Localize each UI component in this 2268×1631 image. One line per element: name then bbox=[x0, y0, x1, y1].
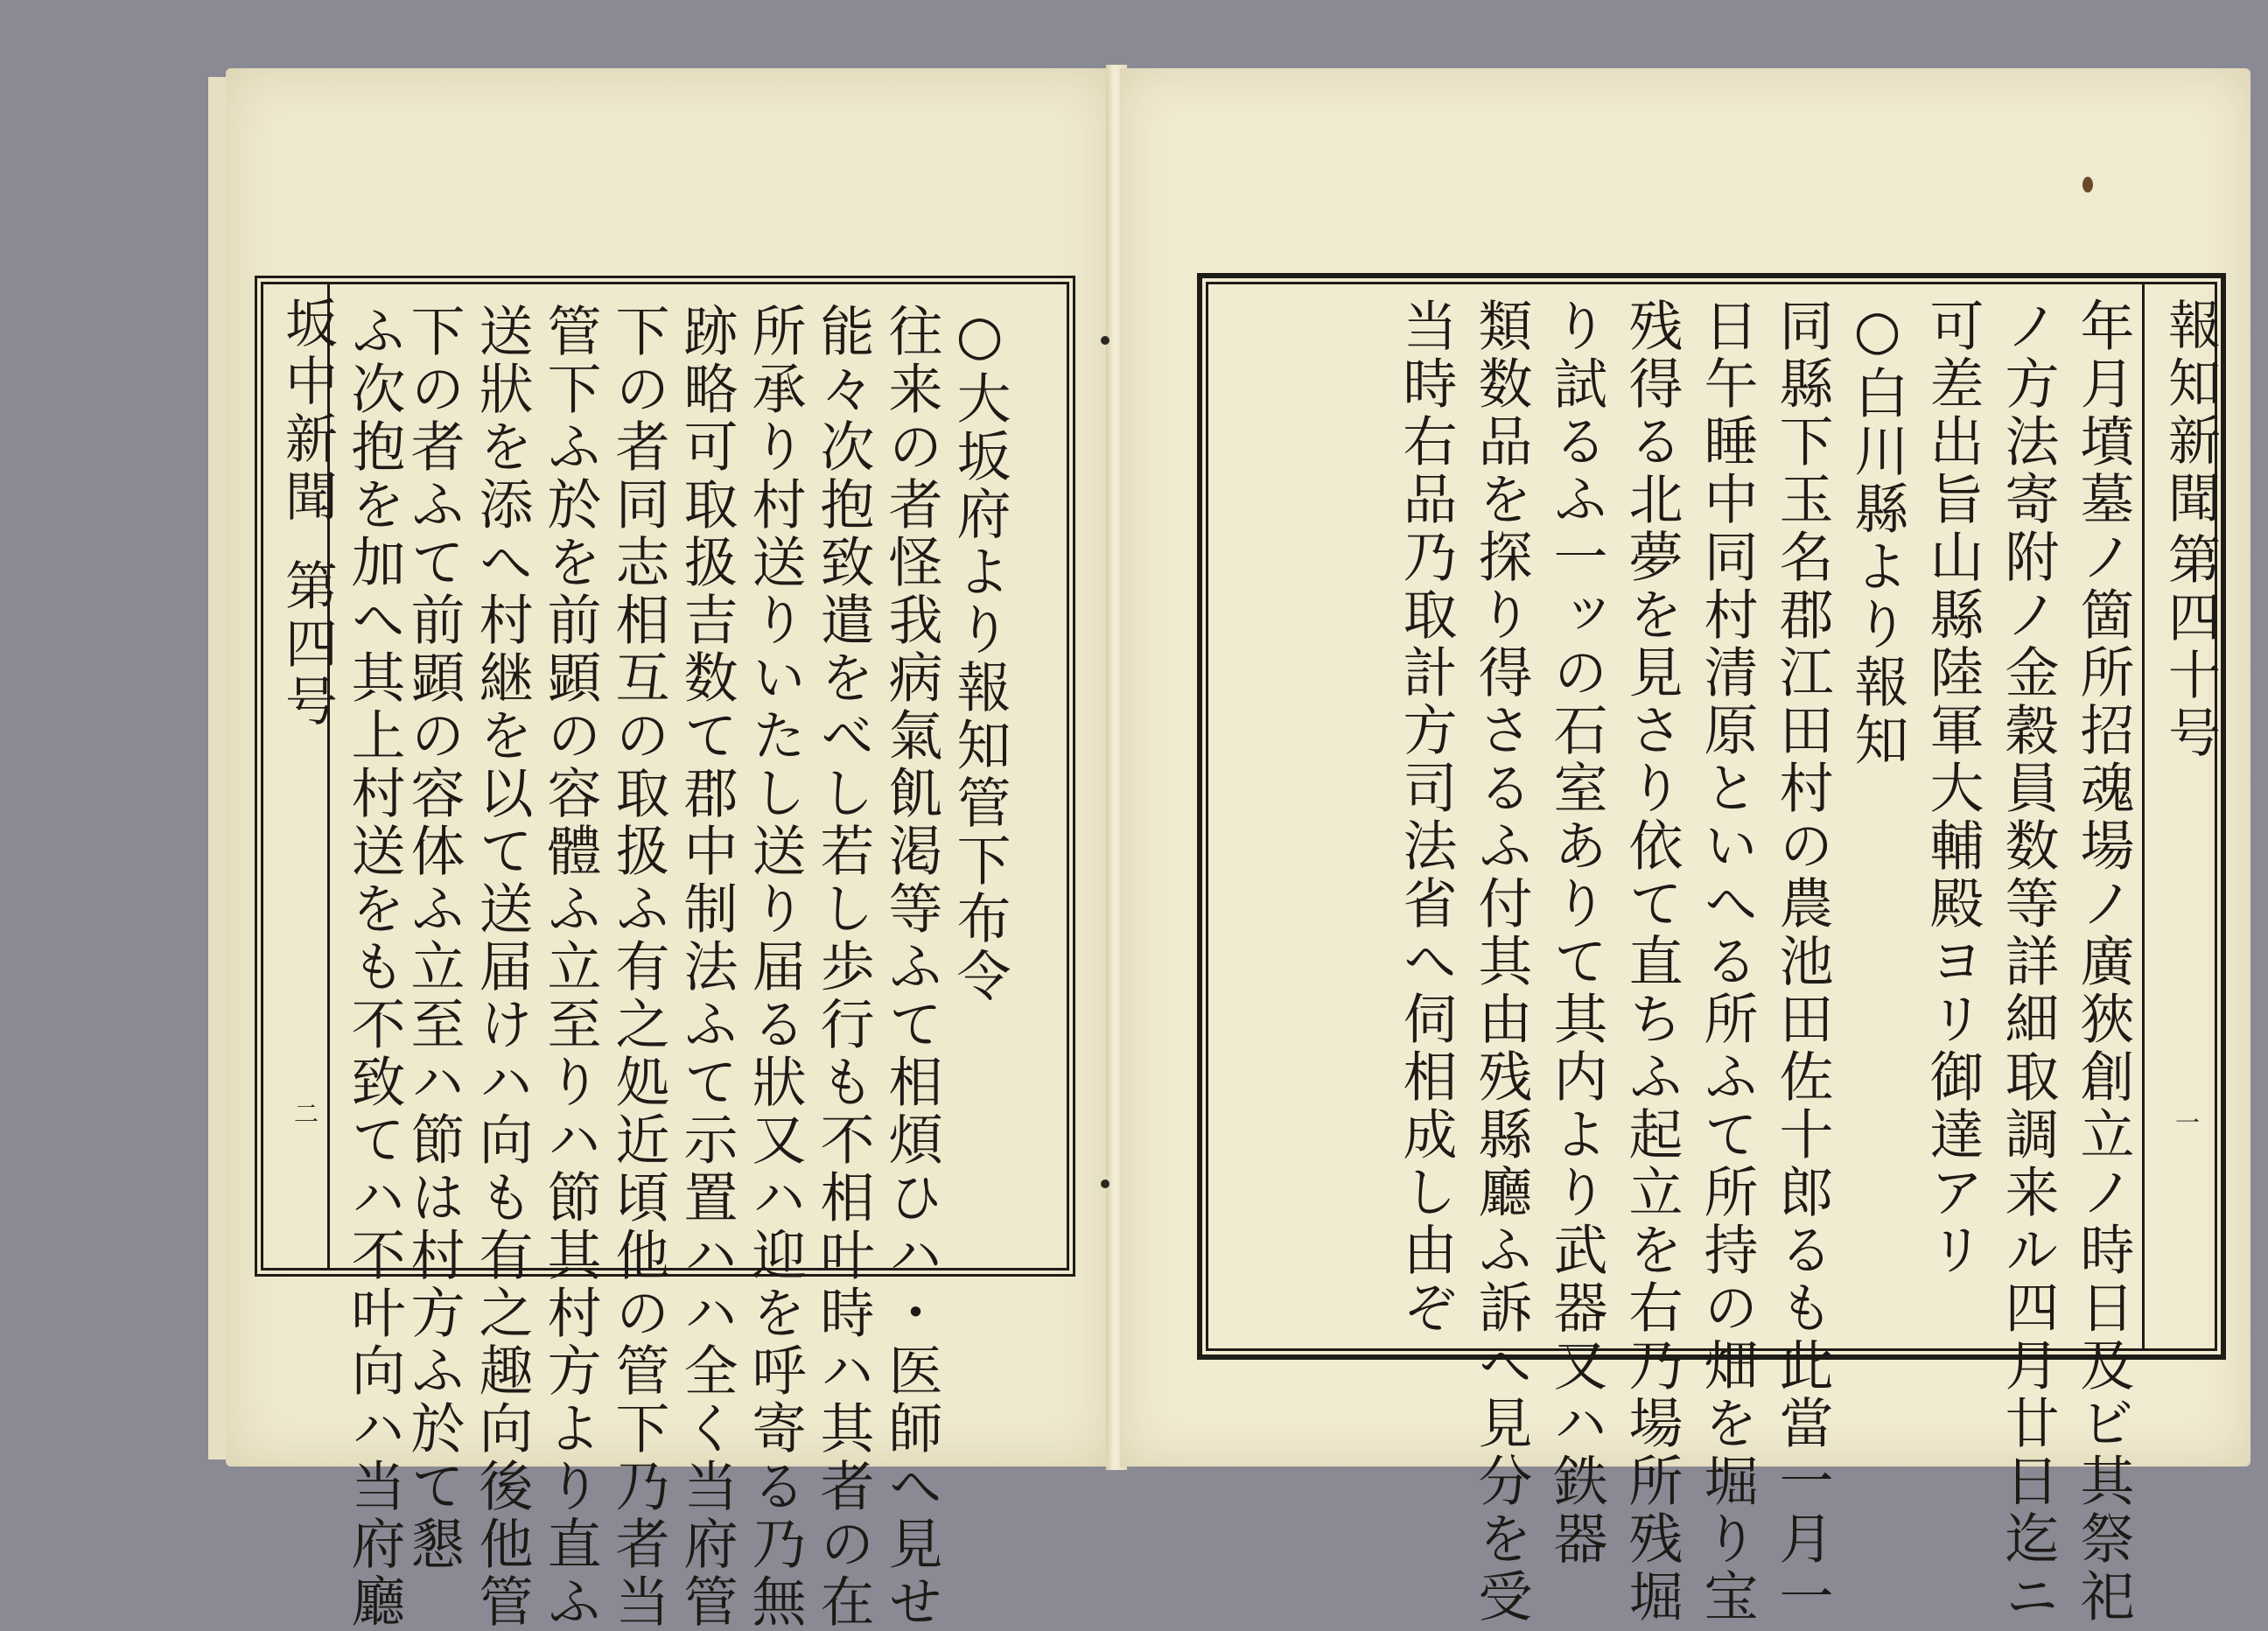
text-column: ○白川縣より報知 bbox=[1845, 298, 1909, 769]
open-book bbox=[208, 68, 2256, 1631]
newspaper-header: 坂中新聞 bbox=[276, 296, 338, 527]
text-column: 残得る北夢を見さり依て直ちふ起立を右乃場所残堀 bbox=[1620, 298, 1684, 1626]
header-rule bbox=[2142, 282, 2145, 1349]
text-column: 送狀を添へ村継を以て送届けハ向も有之趣向後他管 bbox=[470, 303, 534, 1631]
text-column: ○大坂府より報知管下布令 bbox=[948, 303, 1012, 1005]
text-column: 所承り村送りいたし送り届る狀又ハ迎を呼寄る乃無 bbox=[743, 303, 807, 1631]
text-column: 能々次抱致遣をべし若し歩行も不相叶時ハ其者の在 bbox=[811, 303, 875, 1631]
text-column: 日午睡中同村清原といへる所ふて所持の畑を堀り宝 bbox=[1695, 298, 1759, 1626]
left-page bbox=[226, 68, 1113, 1631]
issue-number: 第四十号 bbox=[2160, 532, 2221, 763]
page-number: 一 bbox=[2172, 1110, 2201, 1134]
page-number: 二 bbox=[290, 1101, 319, 1125]
newspaper-header: 報知新聞 bbox=[2160, 298, 2221, 528]
text-column: 年月墳墓ノ箇所招魂場ノ廣狹創立ノ時日及ビ其祭祀 bbox=[2071, 298, 2135, 1626]
text-column: 管下ふ於を前顕の容體ふ立至りハ節其村方より直ふ bbox=[538, 303, 602, 1631]
text-column: 下の者ふて前顕の容体ふ立至ハ節は村方ふ於て懇 bbox=[402, 303, 466, 1573]
binding-hole bbox=[1101, 1180, 1110, 1188]
text-column: 跡略可取扱吉数て郡中制法ふて示置ハハ全く当府管 bbox=[675, 303, 738, 1631]
stain-mark bbox=[2082, 177, 2093, 192]
binding-hole bbox=[1101, 336, 1110, 345]
text-column: 類数品を探り得さるふ付其由残縣廳ふ訴へ見分を受 bbox=[1469, 298, 1533, 1626]
text-column: 当時右品乃取計方司法省へ伺相成し由ぞ bbox=[1394, 298, 1458, 1337]
right-page bbox=[1120, 68, 2250, 1626]
text-column: ふ次抱を加へ其上村送をも不致てハ不叶向ハ当府廳 bbox=[342, 303, 406, 1631]
text-column: り試るふ一ッの石室ありて其内より武器又ハ鉄器 bbox=[1544, 298, 1608, 1568]
text-column: 同縣下玉名郡江田村の農池田佐十郎るも此當一月一 bbox=[1770, 298, 1834, 1626]
text-column: 下の者同志相互の取扱ふ有之処近頃他の管下乃者当 bbox=[606, 303, 670, 1631]
text-column: 往来の者怪我病氣飢渇等ふて相煩ひハ・医師へ見せ bbox=[879, 303, 943, 1631]
text-column: ノ方法寄附ノ金穀員数等詳細取調来ル四月廿日迄ニ bbox=[1996, 298, 2060, 1626]
text-column: 可差出旨山縣陸軍大輔殿ヨリ御達アリ bbox=[1921, 298, 1984, 1279]
issue-number: 第四号 bbox=[276, 558, 338, 732]
